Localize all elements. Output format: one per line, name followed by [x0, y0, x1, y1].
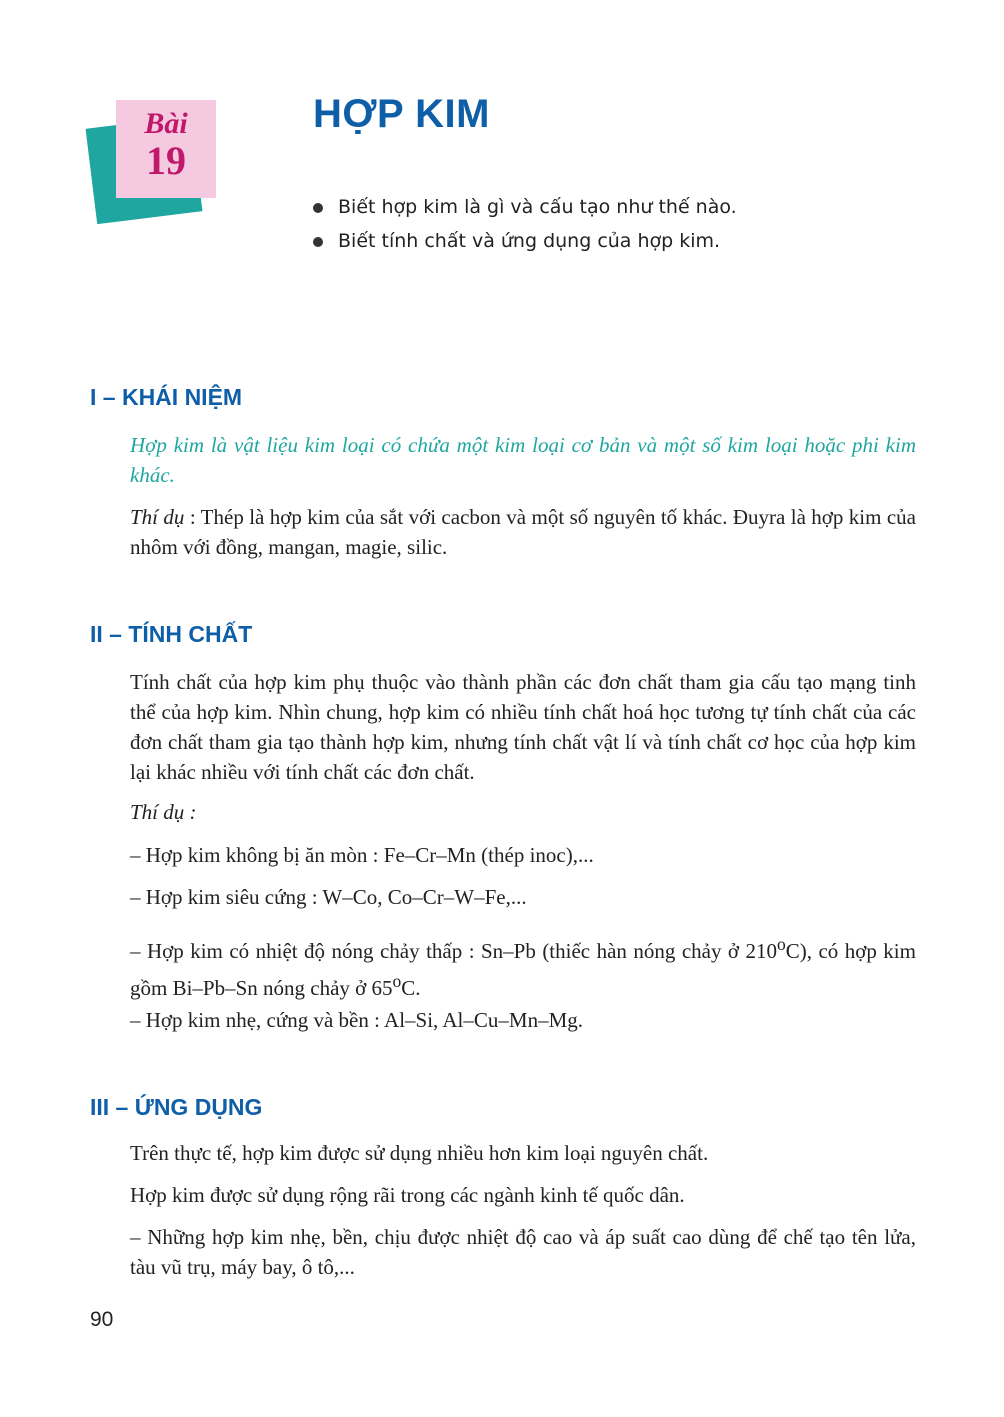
properties-item: – Hợp kim siêu cứng : W–Co, Co–Cr–W–Fe,... — [130, 885, 527, 909]
objective-item: Biết tính chất và ứng dụng của hợp kim. — [313, 224, 737, 258]
properties-item-part: C), có hợp kim gồm Bi–Pb–Sn nóng chảy ở 65 — [130, 939, 916, 1000]
applications-para: – Những hợp kim nhẹ, bền, chịu được nhiệt độ cao và áp suất cao dùng để chế tạo tên lửa, tàu vũ trụ, máy bay, ô tô,... — [130, 1225, 916, 1279]
page-number: 90 — [90, 1308, 114, 1331]
applications-para: Trên thực tế, hợp kim được sử dụng nhiều hơn kim loại nguyên chất. — [130, 1141, 709, 1165]
lesson-badge — [88, 100, 228, 225]
lesson-word: Bài — [144, 107, 188, 140]
example-text: : Thép là hợp kim của sắt với cacbon và một số nguyên tố khác. Đuyra là hợp kim của nhôm với đồng, mangan, magie, silic. — [130, 505, 917, 559]
properties-item-part: – Hợp kim có nhiệt độ nóng chảy thấp : Sn–Pb (thiếc hàn nóng chảy ở 210 — [130, 939, 777, 963]
properties-body: Tính chất của hợp kim phụ thuộc vào thành phần các đơn chất tham gia cấu tạo mạng tinh thể của hợp kim. Nhìn chung, hợp kim có nhiều tính chất hoá học tương tự tính chất của các đơn chất tham gia tạo thành hợp kim, nhưng tính chất vật lí và tính chất cơ học của hợp kim lại khác nhiều với tính chất các đơn chất. — [130, 670, 916, 784]
lesson-title: HỢP KIM — [313, 92, 490, 136]
properties-example-label: Thí dụ : — [130, 800, 197, 824]
example-label: Thí dụ — [130, 505, 185, 529]
section-heading-properties: II – TÍNH CHẤT — [90, 621, 253, 647]
example-concept — [130, 502, 916, 562]
degree-sign: o — [392, 971, 402, 991]
properties-item-part: C. — [401, 976, 421, 1000]
section-heading-concept: I – KHÁI NIỆM — [90, 384, 243, 410]
applications-para: Hợp kim được sử dụng rộng rãi trong các ngành kinh tế quốc dân. — [130, 1183, 685, 1207]
properties-item — [130, 929, 916, 1003]
definition-text: Hợp kim là vật liệu kim loại có chứa một kim loại cơ bản và một số kim loại hoặc phi kim khác. — [130, 433, 916, 487]
degree-sign: o — [777, 934, 786, 954]
objectives-list — [313, 190, 737, 258]
properties-item: – Hợp kim không bị ăn mòn : Fe–Cr–Mn (thép inoc),... — [130, 843, 594, 867]
lesson-number: 19 — [146, 138, 186, 183]
section-heading-applications: III – ỨNG DỤNG — [90, 1094, 263, 1120]
objective-item: Biết hợp kim là gì và cấu tạo như thế nào. — [313, 190, 737, 224]
badge-pink-square — [116, 100, 216, 198]
properties-item: – Hợp kim nhẹ, cứng và bền : Al–Si, Al–Cu–Mn–Mg. — [130, 1008, 583, 1032]
